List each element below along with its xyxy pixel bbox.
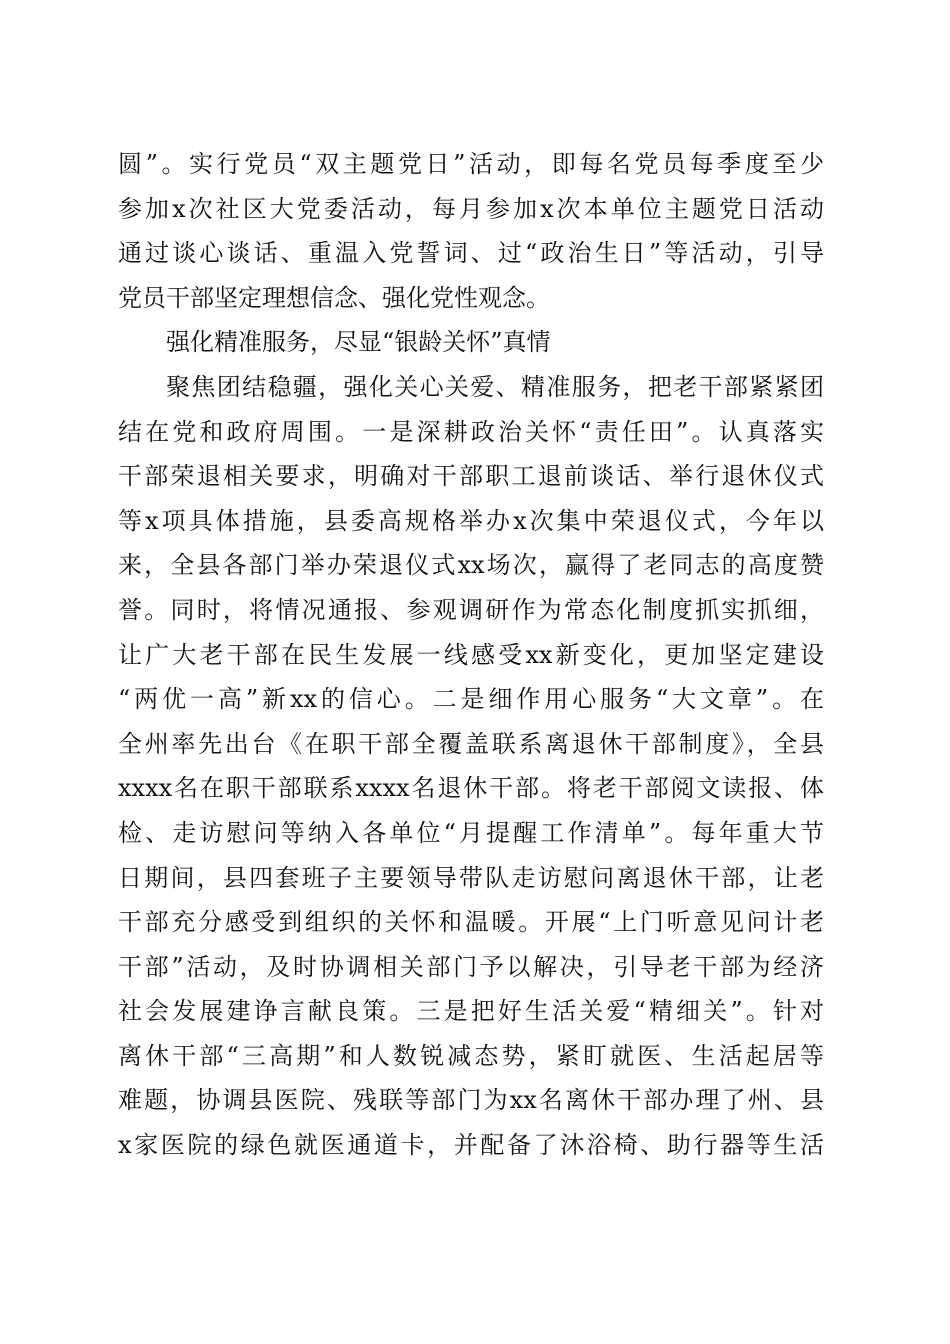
- text-line: 党员干部坚定理想信念、强化党性观念。: [118, 283, 550, 312]
- text-line: 干部”活动，及时协调相关部门予以解决，引导老干部为经济: [118, 952, 824, 981]
- text-line: 日期间，县四套班子主要领导带队走访慰问离退休干部，让老: [118, 863, 824, 892]
- body-text: [118, 142, 824, 1168]
- text-line: 誉。同时，将情况通报、参观调研作为常态化制度抓实抓细，: [118, 595, 824, 624]
- text-line: 干部充分感受到组织的关怀和温暖。开展“上门听意见问计老: [118, 908, 824, 937]
- text-line: “两优一高”新xx的信心。二是细作用心服务“大文章”。在: [118, 685, 824, 714]
- section-heading: 强化精准服务，尽显“银龄关怀”真情: [166, 328, 551, 357]
- text-line: 难题，协调县医院、残联等部门为xx名离休干部办理了州、县: [118, 1086, 824, 1115]
- text-line: 社会发展建诤言献良策。三是把好生活关爱“精细关”。针对: [118, 997, 824, 1026]
- text-line: x家医院的绿色就医通道卡，并配备了沐浴椅、助行器等生活: [118, 1131, 824, 1160]
- text-line: xxxx名在职干部联系xxxx名退休干部。将老干部阅文读报、体: [118, 774, 824, 803]
- text-line: 聚焦团结稳疆，强化关心关爱、精准服务，把老干部紧紧团: [166, 372, 824, 401]
- text-line: 通过谈心谈话、重温入党誓词、过“政治生日”等活动，引导: [118, 239, 824, 268]
- text-line: 检、走访慰问等纳入各单位“月提醒工作清单”。每年重大节: [118, 818, 824, 847]
- text-line: 参加x次社区大党委活动，每月参加x次本单位主题党日活动: [118, 194, 824, 223]
- text-line: 等x项具体措施，县委高规格举办x次集中荣退仪式，今年以: [118, 506, 824, 535]
- text-line: 圆”。实行党员“双主题党日”活动，即每名党员每季度至少: [118, 150, 824, 178]
- text-line: 让广大老干部在民生发展一线感受xx新变化，更加坚定建设: [118, 640, 824, 669]
- text-line: 结在党和政府周围。一是深耕政治关怀“责任田”。认真落实: [118, 417, 824, 446]
- text-line: 干部荣退相关要求，明确对干部职工退前谈话、举行退休仪式: [118, 462, 824, 491]
- text-line: 全州率先出台《在职干部全覆盖联系离退休干部制度》，全县: [118, 729, 824, 758]
- text-line: 离休干部“三高期”和人数锐减态势，紧盯就医、生活起居等: [118, 1041, 824, 1070]
- text-line: 来，全县各部门举办荣退仪式xx场次，赢得了老同志的高度赞: [118, 551, 824, 580]
